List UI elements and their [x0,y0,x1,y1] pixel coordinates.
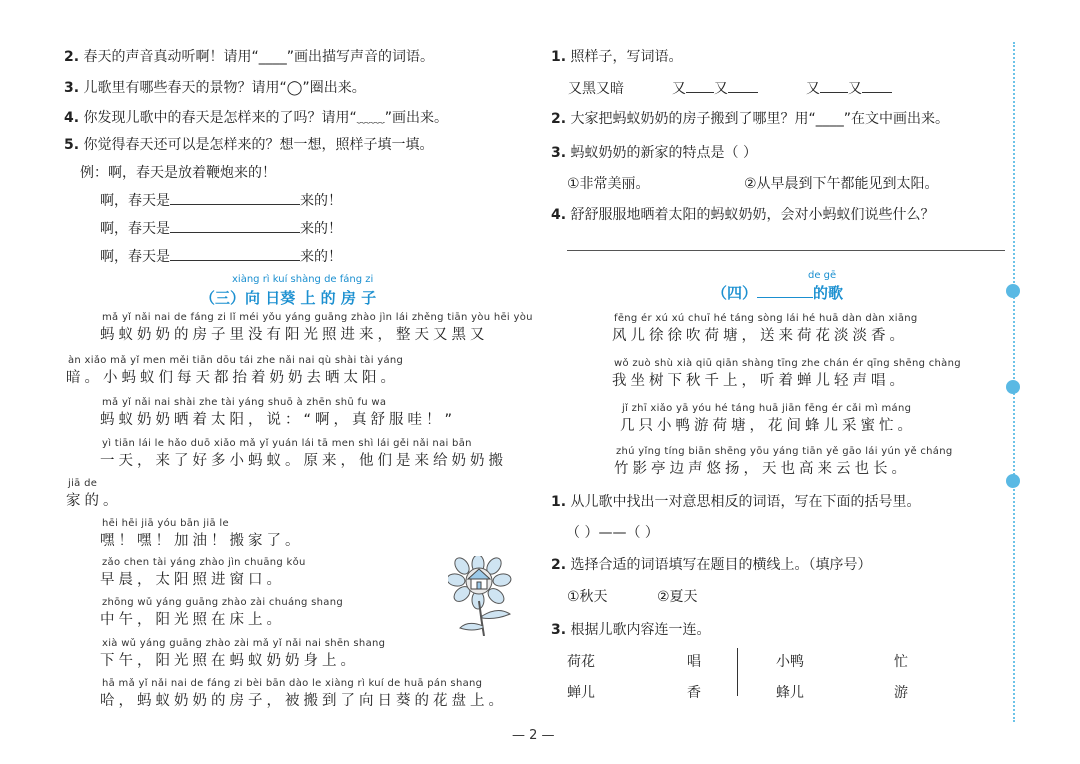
poem-pinyin: zhú yǐng tíng biān shēng yōu yáng tiān yě gāo lái yún yě cháng [616,446,953,457]
passage-line: 暗。小蚂蚁们每天都抬着奶奶去晒太阳。 [66,370,399,386]
passage-line: 哈，蚂蚁奶奶的房子，被搬到了向日葵的花盘上。 [100,693,507,709]
passage-line: 嘿！嘿！加油！搬家了。 [100,533,304,549]
margin-tab-marker [1006,284,1020,298]
pinyin-line: mǎ yǐ nǎi nai shài zhe tài yáng shuō à zhēn shū fu wa [102,397,387,408]
poem-question-3: 3. 根据儿歌内容连一连。 [551,622,711,638]
match-item[interactable]: 小鸭 [776,654,804,670]
match-item[interactable]: 游 [894,685,908,701]
passage-title: （三）向 日葵 上 的 房 子 [200,289,377,307]
passage-line: 早晨，太阳照进窗口。 [100,572,285,588]
word-blank-1[interactable]: 又 又 [672,78,758,98]
question-4: 4. 你发现儿歌中的春天是怎样来的了吗？请用“﹏﹏”画出来。 [64,110,449,126]
poem-line: 竹影亭边声悠扬，天也高来云也长。 [614,461,910,477]
match-item[interactable]: 忙 [894,654,908,670]
page-number: — 2 — [512,728,555,743]
poem-question-1: 1. 从儿歌中找出一对意思相反的词语，写在下面的括号里。 [551,494,921,510]
poem-title-pinyin: de gē [808,270,837,281]
match-item[interactable]: 唱 [687,654,701,670]
fill-line-1[interactable]: 啊，春天是 来的！ [100,193,342,209]
pinyin-line: hēi hēi jiā yóu bān jiā le [102,518,229,529]
passage-line: 一天，来了好多小蚂蚁。原来，他们是来给奶奶搬 [100,453,507,469]
match-item[interactable]: 蝉儿 [567,685,595,701]
option-2: ②从早晨到下午都能见到太阳。 [744,176,939,192]
poem-line: 几只小鸭游荷塘，花间蜂儿采蜜忙。 [620,418,916,434]
question-5: 5. 你觉得春天还可以是怎样来的？想一想，照样子填一填。 [64,137,434,153]
passage-title-pinyin: xiàng rì kuí shàng de fáng zi [232,274,374,285]
pinyin-line: yì tiān lái le hǎo duō xiǎo mǎ yǐ yuán lái tā men shì lái gěi nǎi nai bān [102,438,472,449]
match-item[interactable]: 蜂儿 [776,685,804,701]
passage-line: 下午，阳光照在蚂蚁奶奶身上。 [100,653,359,669]
poem-pinyin: jǐ zhī xiǎo yā yóu hé táng huā jiān fēng ér cǎi mì máng [622,403,912,414]
passage-line: 蚂蚁奶奶的房子里没有阳光照进来，整天又黑又 [100,327,489,343]
margin-tab-marker [1006,380,1020,394]
fill-line-2[interactable]: 啊，春天是 来的！ [100,221,342,237]
pinyin-line: zǎo chen tài yáng zhào jìn chuāng kǒu [102,557,306,568]
fill-line-3[interactable]: 啊，春天是 来的！ [100,249,342,265]
season-option-1: ①秋天 [567,589,608,605]
match-divider [737,648,738,696]
right-question-3: 3. 蚂蚁奶奶的新家的特点是（ ） [551,145,757,161]
right-question-2: 2. 大家把蚂蚁奶奶的房子搬到了哪里？用“____”在文中画出来。 [551,111,950,127]
word-blank-2[interactable]: 又 又 [806,78,892,98]
passage-line: 中午，阳光照在床上。 [100,612,285,628]
poem-question-2: 2. 选择合适的词语填写在题目的横线上。（填序号） [551,557,872,573]
right-question-4: 4. 舒舒服服地晒着太阳的蚂蚁奶奶，会对小蚂蚁们说些什么？ [551,207,935,223]
antonym-brackets[interactable]: （ ）——（ ） [566,525,659,541]
question-2: 2. 春天的声音真动听啊！请用“____”画出描写声音的词语。 [64,49,435,65]
season-option-2: ②夏天 [657,589,698,605]
option-1: ①非常美丽。 [567,176,650,192]
poem-pinyin: fēng ér xú xú chuī hé táng sòng lái hé huā dàn dàn xiāng [614,313,918,324]
pinyin-line: hā mǎ yǐ nǎi nai de fáng zi bèi bān dào le xiàng rì kuí de huā pán shang [102,678,483,689]
passage-line: 家的。 [66,493,122,509]
match-item[interactable]: 荷花 [567,654,595,670]
word-example: 又黑又暗 [568,81,624,97]
poem-title: （四） 的歌 [712,284,844,302]
poem-line: 风儿徐徐吹荷塘，送来荷花淡淡香。 [612,328,908,344]
answer-line[interactable] [567,250,1005,251]
margin-tab-marker [1006,474,1020,488]
example-sentence: 例：啊，春天是放着鞭炮来的！ [80,165,276,181]
pinyin-line: xià wǔ yáng guāng zhào zài mǎ yǐ nǎi nai shēn shang [102,638,386,649]
poem-pinyin: wǒ zuò shù xià qiū qiān shàng tīng zhe chán ér qīng shēng chàng [614,358,961,369]
poem-line: 我坐树下秋千上，听着蝉儿轻声唱。 [612,373,908,389]
match-item[interactable]: 香 [687,685,701,701]
pinyin-line: àn xiǎo mǎ yǐ men měi tiān dōu tái zhe nǎi nai qù shài tài yáng [68,355,404,366]
pinyin-line: mǎ yǐ nǎi nai de fáng zi lǐ méi yǒu yáng guāng zhào jìn lái zhěng tiān yòu hēi yòu [102,312,533,323]
passage-line: 蚂蚁奶奶晒着太阳，说：“啊，真舒服哇！” [100,412,457,428]
sunflower-house-illustration [448,556,526,636]
pinyin-line: zhōng wǔ yáng guāng zhào zài chuáng shang [102,597,344,608]
question-3: 3. 儿歌里有哪些春天的景物？请用“◯”圈出来。 [64,80,366,96]
right-question-1: 1. 照样子，写词语。 [551,49,683,65]
pinyin-line: jiā de [68,478,98,489]
